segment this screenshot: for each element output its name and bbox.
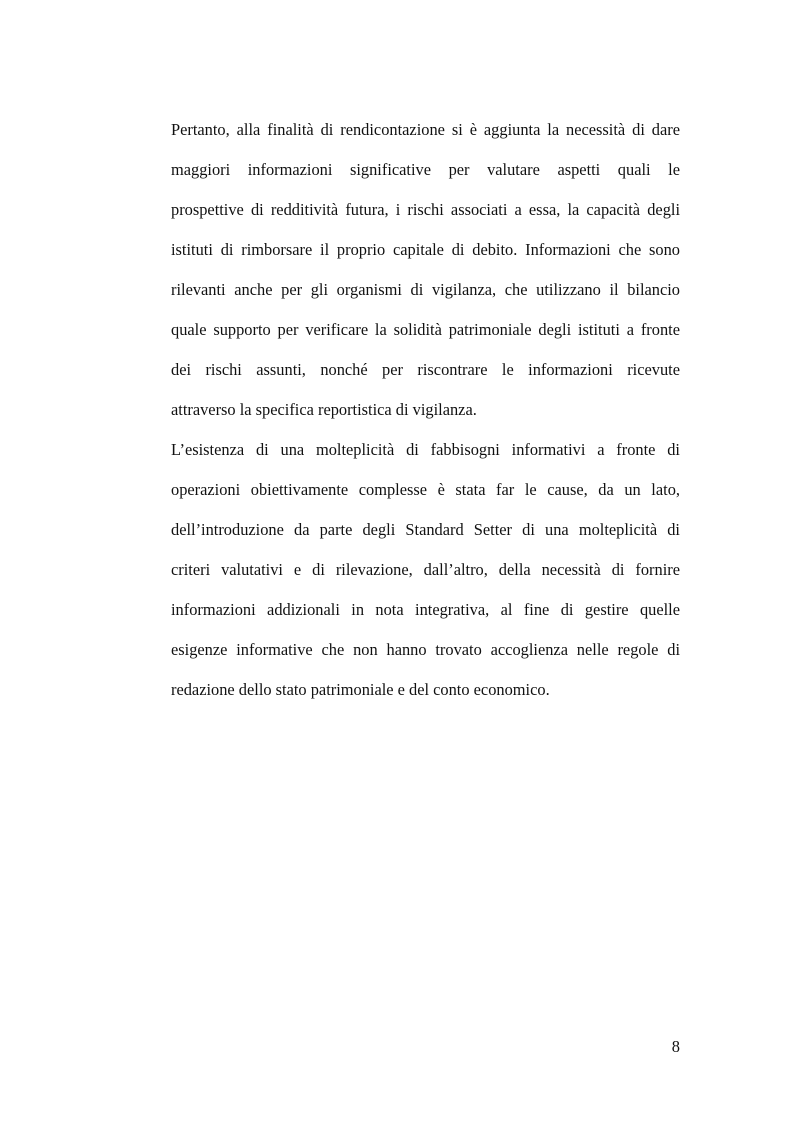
paragraph-line: prospettive di redditività futura, i rischi associati a essa, la capacità degli [171, 200, 680, 219]
paragraph-line: redazione dello stato patrimoniale e del conto economico. [171, 680, 550, 699]
paragraph-1 [171, 110, 680, 430]
paragraph-line: maggiori informazioni significative per valutare aspetti quali le [171, 160, 680, 179]
paragraph-line: informazioni addizionali in nota integrativa, al fine di gestire quelle [171, 600, 680, 619]
paragraph-line: rilevanti anche per gli organismi di vigilanza, che utilizzano il bilancio [171, 280, 680, 299]
paragraph-line: dell’introduzione da parte degli Standard Setter di una molteplicità di [171, 520, 680, 539]
page-number: 8 [671, 1037, 680, 1056]
paragraph-line: L’esistenza di una molteplicità di fabbisogni informativi a fronte di [171, 440, 680, 459]
body-text [171, 110, 680, 710]
paragraph-2 [171, 430, 680, 710]
paragraph-line: criteri valutativi e di rilevazione, dall’altro, della necessità di fornire [171, 560, 680, 579]
paragraph-line: dei rischi assunti, nonché per riscontrare le informazioni ricevute [171, 360, 680, 379]
paragraph-line: operazioni obiettivamente complesse è stata far le cause, da un lato, [171, 480, 680, 499]
paragraph-line: quale supporto per verificare la solidità patrimoniale degli istituti a fronte [171, 320, 680, 339]
paragraph-line: Pertanto, alla finalità di rendicontazione si è aggiunta la necessità di dare [171, 120, 680, 139]
paragraph-line: esigenze informative che non hanno trovato accoglienza nelle regole di [171, 640, 680, 659]
paragraph-line: attraverso la specifica reportistica di vigilanza. [171, 400, 477, 419]
paragraph-line: istituti di rimborsare il proprio capitale di debito. Informazioni che sono [171, 240, 680, 259]
